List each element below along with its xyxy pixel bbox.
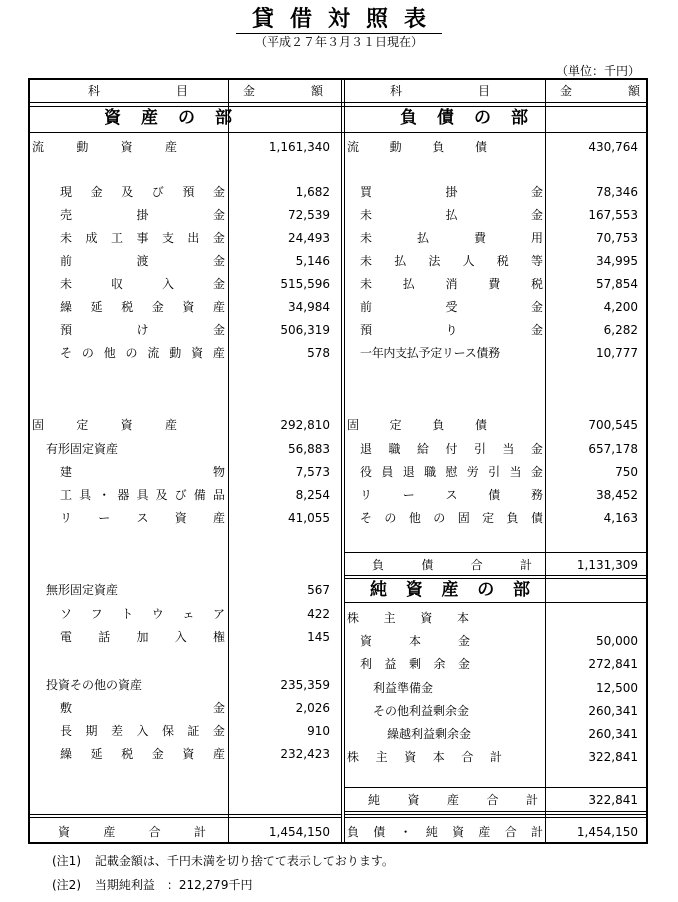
asset-row-value: 422 <box>307 607 330 621</box>
total-rule <box>344 787 646 788</box>
liability-row-value: 6,282 <box>603 323 638 337</box>
asset-group-label: 無形固定資産 <box>46 583 119 597</box>
liabilities-section-heading: 負 債 の 部 <box>400 108 528 128</box>
liability-row-value: 657,178 <box>588 442 638 456</box>
assets-fixed-value: 292,810 <box>280 418 330 432</box>
header-rule <box>30 106 646 107</box>
net-asset-row-label: 株 主 資 本 合 計 <box>347 750 502 764</box>
assets-total-label: 資 産 合 計 <box>58 825 206 839</box>
asset-group-label: 有形固定資産 <box>46 442 119 456</box>
asset-row-value: 5,146 <box>295 254 330 268</box>
asset-row-value: 1,682 <box>295 185 330 199</box>
balance-sheet-table <box>28 78 648 844</box>
total-rule <box>344 811 646 812</box>
net-asset-row-value: 260,341 <box>588 704 638 718</box>
liability-row-value: 70,753 <box>596 231 638 245</box>
asset-row-value: 56,883 <box>288 442 330 456</box>
asset-row-label: 前 渡 金 <box>60 254 225 268</box>
net-asset-row-value: 272,841 <box>588 657 638 671</box>
total-rule <box>344 578 646 579</box>
asset-row-value: 235,359 <box>280 678 330 692</box>
col-divider <box>545 80 546 842</box>
document-title: 貸借対照表 <box>0 2 678 33</box>
section-rule <box>30 132 646 133</box>
asset-row-label: 未 成 工 事 支 出 金 <box>60 231 225 245</box>
liability-row-value: 167,553 <box>588 208 638 222</box>
net-asset-row-value: 260,341 <box>588 727 638 741</box>
asset-row-label: 電 話 加 入 権 <box>60 630 225 644</box>
net-asset-row-label: 繰越利益剰余金 <box>387 727 472 741</box>
liability-row-label: 買 掛 金 <box>360 185 543 199</box>
net-asset-row-label: 資 本 金 <box>360 634 470 648</box>
liability-row-label: 未 払 消 費 税 <box>360 277 543 291</box>
asset-row-value: 515,596 <box>280 277 330 291</box>
asset-row-label: 建 物 <box>60 465 225 479</box>
liability-row-value: 38,452 <box>596 488 638 502</box>
liabilities-total-label: 負 債 合 計 <box>372 558 532 572</box>
asset-row-label: 敷 金 <box>60 701 225 715</box>
asset-row-value: 2,026 <box>295 701 330 715</box>
grand-total-label: 負 債 ・ 純 資 産 合 計 <box>347 825 543 839</box>
total-rule <box>344 552 646 553</box>
liability-row-label: 預 り 金 <box>360 323 543 337</box>
footnote-number: (注2) <box>52 878 81 892</box>
liability-row-label: 未 払 法 人 税 等 <box>360 254 543 268</box>
asset-row-value: 8,254 <box>295 488 330 502</box>
liability-row-label: 退 職 給 付 引 当 金 <box>360 442 543 456</box>
net-asset-row-label: 利益準備金 <box>373 681 434 695</box>
asset-row-value: 145 <box>307 630 330 644</box>
assets-section-heading: 資 産 の 部 <box>104 108 232 128</box>
asset-row-value: 578 <box>307 346 330 360</box>
net-asset-row-value: 322,841 <box>588 750 638 764</box>
liability-row-value: 750 <box>615 465 638 479</box>
asset-row-value: 910 <box>307 724 330 738</box>
liability-row-label: 未 払 費 用 <box>360 231 543 245</box>
asset-group-label: 投資その他の資産 <box>46 678 143 692</box>
liability-row-value: 78,346 <box>596 185 638 199</box>
net-assets-total-value: 322,841 <box>588 793 638 807</box>
header-item-left: 科 目 <box>88 84 188 98</box>
center-divider-left <box>341 80 342 842</box>
total-rule <box>30 817 341 818</box>
header-amount-right: 金 額 <box>560 84 640 98</box>
header-item-right: 科 目 <box>390 84 490 98</box>
net-asset-row-value: 50,000 <box>596 634 638 648</box>
footnote-number: (注1) <box>52 854 81 868</box>
asset-row-label: 未 収 入 金 <box>60 277 225 291</box>
liabilities-current-value: 430,764 <box>588 140 638 154</box>
asset-row-label: リ ー ス 資 産 <box>60 511 225 525</box>
net-asset-row-value: 12,500 <box>596 681 638 695</box>
asset-row-label: 工 具 ・ 器 具 及 び 備 品 <box>60 488 225 502</box>
total-rule <box>344 814 646 815</box>
as-of-date: （平成２７年３月３１日現在） <box>254 35 423 49</box>
asset-row-label: 預 け 金 <box>60 323 225 337</box>
footnote-2 <box>52 876 252 893</box>
center-divider-right <box>344 80 345 842</box>
assets-fixed-label: 固 定 資 産 <box>32 418 177 432</box>
asset-row-value: 24,493 <box>288 231 330 245</box>
liabilities-total-value: 1,131,309 <box>576 558 638 572</box>
liability-row-label: 未 払 金 <box>360 208 543 222</box>
liability-row-label: 一年内支払予定リース債務 <box>360 346 500 360</box>
footnote-1 <box>52 852 394 869</box>
liability-row-value: 57,854 <box>596 277 638 291</box>
net-assets-total-label: 純 資 産 合 計 <box>368 793 538 807</box>
assets-current-label: 流 動 資 産 <box>32 140 177 154</box>
asset-row-value: 506,319 <box>280 323 330 337</box>
net-asset-group-label: 株 主 資 本 <box>347 611 469 625</box>
liability-row-label: リ ー ス 債 務 <box>360 488 543 502</box>
asset-row-label: 現 金 及 び 預 金 <box>60 185 225 199</box>
header-rule <box>30 102 646 103</box>
section-rule <box>344 602 646 603</box>
asset-row-value: 7,573 <box>295 465 330 479</box>
liability-row-value: 4,163 <box>603 511 638 525</box>
asset-row-label: ソ フ ト ウ ェ ア <box>60 607 225 621</box>
liability-row-value: 4,200 <box>603 300 638 314</box>
total-rule <box>30 814 341 815</box>
total-rule <box>344 817 646 818</box>
asset-row-value: 567 <box>307 583 330 597</box>
asset-row-value: 72,539 <box>288 208 330 222</box>
asset-row-label: 繰 延 税 金 資 産 <box>60 747 225 761</box>
asset-row-value: 41,055 <box>288 511 330 525</box>
net-asset-row-label: 利 益 剰 余 金 <box>360 657 470 671</box>
asset-row-label: 長 期 差 入 保 証 金 <box>60 724 225 738</box>
col-divider <box>228 80 229 842</box>
assets-total-value: 1,454,150 <box>268 825 330 839</box>
grand-total-value: 1,454,150 <box>576 825 638 839</box>
asset-row-label: 売 掛 金 <box>60 208 225 222</box>
unit-label: （単位：千円） <box>555 64 640 78</box>
liabilities-current-label: 流 動 負 債 <box>347 140 487 154</box>
asset-row-label: そ の 他 の 流 動 資 産 <box>60 346 225 360</box>
liability-row-value: 34,995 <box>596 254 638 268</box>
footnote-text: 当期純利益 ：212,279千円 <box>94 878 253 892</box>
net-assets-section-heading: 純 資 産 の 部 <box>370 580 530 600</box>
asset-row-label: 繰 延 税 金 資 産 <box>60 300 225 314</box>
assets-current-value: 1,161,340 <box>268 140 330 154</box>
net-asset-row-label: その他利益剰余金 <box>373 704 470 718</box>
liabilities-fixed-value: 700,545 <box>588 418 638 432</box>
header-amount-left: 金 額 <box>243 84 323 98</box>
total-rule <box>344 575 646 576</box>
asset-row-value: 34,984 <box>288 300 330 314</box>
liability-row-value: 10,777 <box>596 346 638 360</box>
liability-row-label: そ の 他 の 固 定 負 債 <box>360 511 543 525</box>
liability-row-label: 前 受 金 <box>360 300 543 314</box>
liabilities-fixed-label: 固 定 負 債 <box>347 418 487 432</box>
liability-row-label: 役 員 退 職 慰 労 引 当 金 <box>360 465 543 479</box>
asset-row-value: 232,423 <box>280 747 330 761</box>
footnote-text: 記載金額は、千円未満を切り捨てて表示しております。 <box>94 854 394 868</box>
